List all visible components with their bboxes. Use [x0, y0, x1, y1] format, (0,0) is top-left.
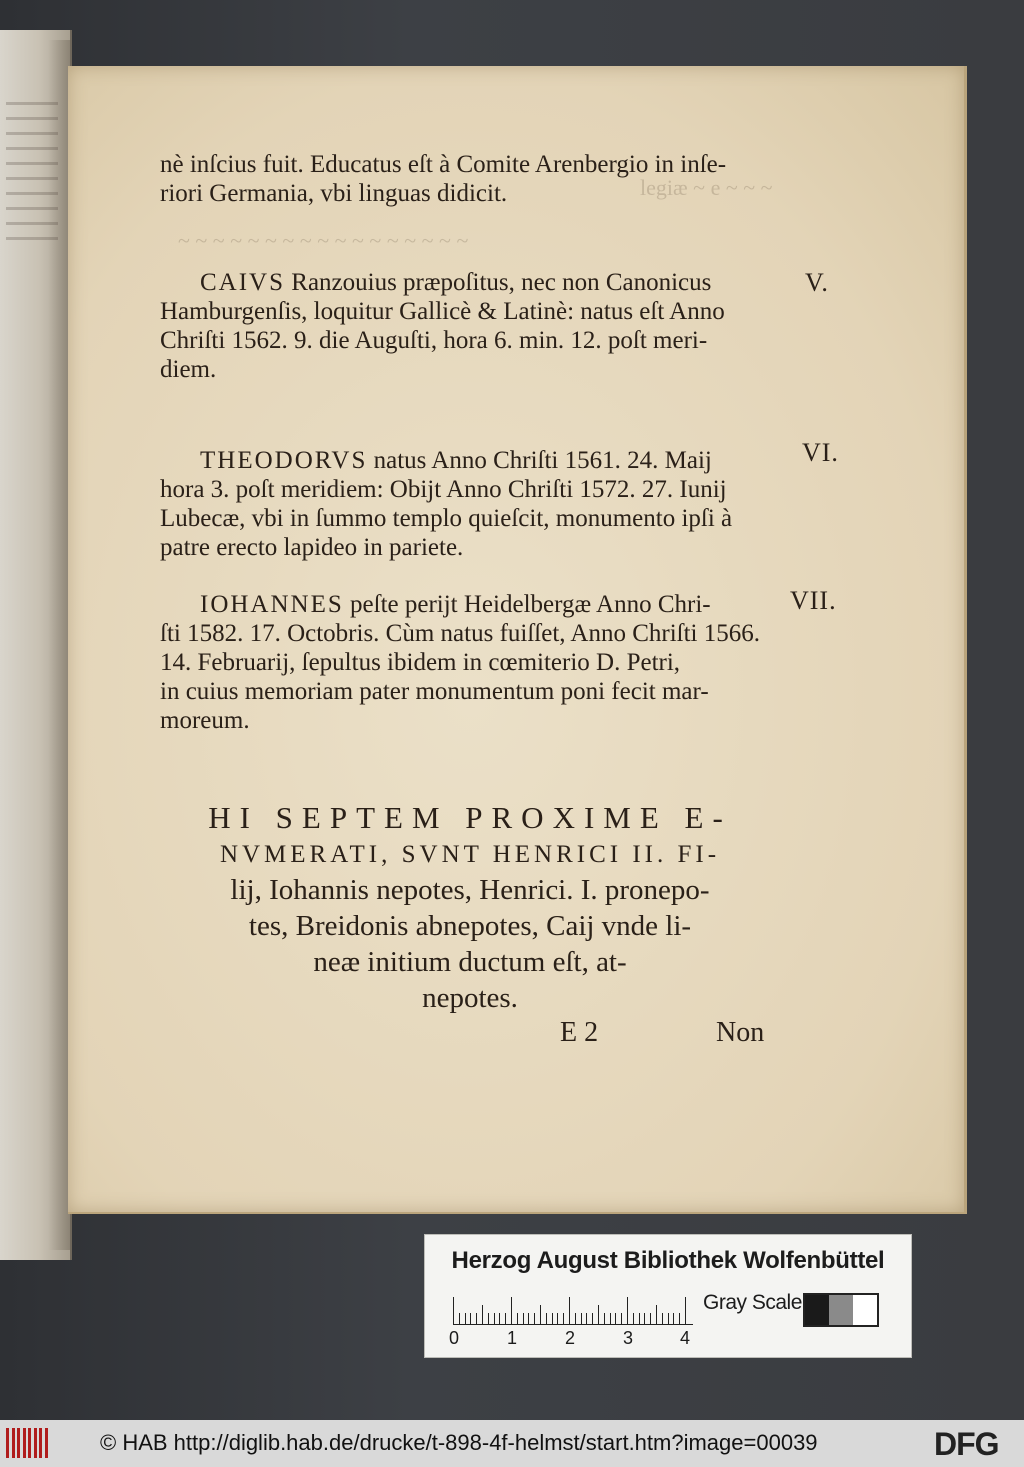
entry-name: IOHANNES: [200, 591, 344, 618]
ruler-number: 0: [449, 1328, 460, 1348]
gray-scale-swatches: [803, 1293, 879, 1327]
margin-numeral: VI.: [802, 438, 839, 467]
ruler-number: 4: [680, 1328, 691, 1348]
carryover-paragraph: [160, 150, 775, 208]
heading-line: HI SEPTEM PROXIME E-: [208, 800, 732, 835]
summary-heading: [160, 798, 780, 1016]
ruler-tick: [615, 1313, 616, 1325]
bleed-through-text: ~ ~ ~ ~ ~ ~ ~ ~ ~ ~ ~ ~ ~ ~ ~ ~ ~: [178, 228, 469, 253]
bleed-through-text: legiæ ~ e ~ ~ ~: [640, 175, 773, 200]
text-line: ſti 1582. 17. Octobris. Cùm natus fuiſſet, Anno Chriſti 1566.: [160, 620, 760, 647]
entry-iohannes: [160, 590, 775, 735]
text-line: natus Anno Chriſti 1561. 24. Maij: [373, 447, 712, 474]
ruler-tick: [534, 1313, 535, 1325]
ruler-tick: [586, 1313, 587, 1325]
ruler-tick: [540, 1305, 541, 1325]
scale-ruler: [453, 1295, 713, 1325]
text-line: 14. Februarij, ſepultus ibidem in cœmiterio D. Petri,: [160, 649, 681, 676]
text-line: patre erecto lapideo in pariete.: [160, 534, 464, 561]
ruler-tick: [621, 1313, 622, 1325]
text-line: in cuius memoriam pater monumentum poni fecit mar-: [160, 678, 709, 705]
entry-name: THEODORVS: [200, 447, 368, 474]
gray-swatch-dark: [805, 1295, 829, 1325]
hab-logo-icon: [6, 1428, 50, 1458]
ruler-tick: [650, 1313, 651, 1325]
ruler-tick: [639, 1313, 640, 1325]
heading-line: lij, Iohannis nepotes, Henrici. I. pronepo-: [230, 874, 710, 906]
ruler-tick: [610, 1313, 611, 1325]
ruler-tick: [482, 1305, 483, 1325]
entry-theodorus: [160, 446, 775, 562]
ruler-tick: [465, 1313, 466, 1325]
heading-line: nepotes.: [422, 982, 518, 1014]
ruler-tick: [575, 1313, 576, 1325]
entry-caius: [160, 268, 775, 384]
text-line: Lubecæ, vbi in ſummo templo quieſcit, monumento ipſi à: [160, 505, 733, 532]
ruler-tick: [476, 1313, 477, 1325]
ruler-tick: [499, 1313, 500, 1325]
ruler-number: 2: [565, 1328, 576, 1348]
text-line: Hamburgenſis, loquitur Gallicè & Latinè: natus eſt Anno: [160, 298, 725, 325]
signature-mark: E 2: [560, 1017, 599, 1048]
text-line: riori Germania, vbi linguas didicit.: [160, 180, 508, 207]
ruler-tick: [505, 1313, 506, 1325]
ruler-tick: [668, 1313, 669, 1325]
text-line: moreum.: [160, 707, 250, 734]
gray-scale-label: Gray Scale: [703, 1291, 802, 1314]
ruler-tick: [453, 1297, 454, 1325]
catchword: Non: [716, 1017, 765, 1048]
ruler-tick: [673, 1313, 674, 1325]
ruler-tick: [511, 1297, 512, 1325]
heading-line: tes, Breidonis abnepotes, Caij vnde li-: [248, 910, 692, 942]
ruler-tick: [563, 1313, 564, 1325]
ruler-tick: [627, 1297, 628, 1325]
text-line: nè inſcius fuit. Educatus eſt à Comite Arenbergio in inſe-: [160, 151, 727, 178]
ruler-tick: [644, 1313, 645, 1325]
heading-line: NVMERATI, SVNT HENRICI II. FI-: [219, 841, 721, 868]
ruler-number: 3: [623, 1328, 634, 1348]
ruler-tick: [685, 1297, 686, 1325]
ruler-tick: [598, 1305, 599, 1325]
text-line: Chriſti 1562. 9. die Auguſti, hora 6. min. 12. poſt meri-: [160, 327, 708, 354]
heading-line: neæ initium ductum eſt, at-: [313, 946, 627, 978]
text-line: diem.: [160, 356, 217, 383]
ruler-tick: [552, 1313, 553, 1325]
ruler-tick: [569, 1297, 570, 1325]
ruler-tick: [528, 1313, 529, 1325]
gray-swatch-mid: [829, 1295, 853, 1325]
ruler-tick: [488, 1313, 489, 1325]
ruler-number: 1: [507, 1328, 518, 1348]
text-line: peſte perijt Heidelbergæ Anno Chri-: [350, 591, 711, 618]
footer-copyright: © HAB http://diglib.hab.de/drucke/t-898-4f-helmst/start.htm?image=00039: [100, 1430, 818, 1455]
entry-name: CAIVS: [200, 269, 286, 296]
ruler-tick: [557, 1313, 558, 1325]
margin-numeral: VII.: [790, 586, 837, 615]
ruler-tick: [459, 1313, 460, 1325]
dfg-logo: DFG: [934, 1426, 999, 1462]
ruler-tick: [546, 1313, 547, 1325]
margin-numeral: V.: [805, 268, 829, 297]
ruler-tick: [662, 1313, 663, 1325]
text-line: hora 3. poſt meridiem: Obijt Anno Chriſti 1572. 27. Iunij: [160, 476, 727, 503]
text-line: Ranzouius præpoſitus, nec non Canonicus: [291, 269, 712, 296]
ruler-tick: [633, 1313, 634, 1325]
footer-bar: [0, 1420, 1024, 1467]
library-scale-label: [424, 1234, 912, 1358]
ruler-tick: [523, 1313, 524, 1325]
library-name: Herzog August Bibliothek Wolfenbüttel: [451, 1247, 885, 1274]
ruler-tick: [656, 1305, 657, 1325]
ruler-tick: [517, 1313, 518, 1325]
ruler-tick: [592, 1313, 593, 1325]
book-gutter: [48, 40, 70, 1250]
ruler-tick: [581, 1313, 582, 1325]
ruler-tick: [494, 1313, 495, 1325]
gray-swatch-light: [853, 1295, 877, 1325]
ruler-tick: [470, 1313, 471, 1325]
ruler-tick: [679, 1313, 680, 1325]
ruler-tick: [604, 1313, 605, 1325]
